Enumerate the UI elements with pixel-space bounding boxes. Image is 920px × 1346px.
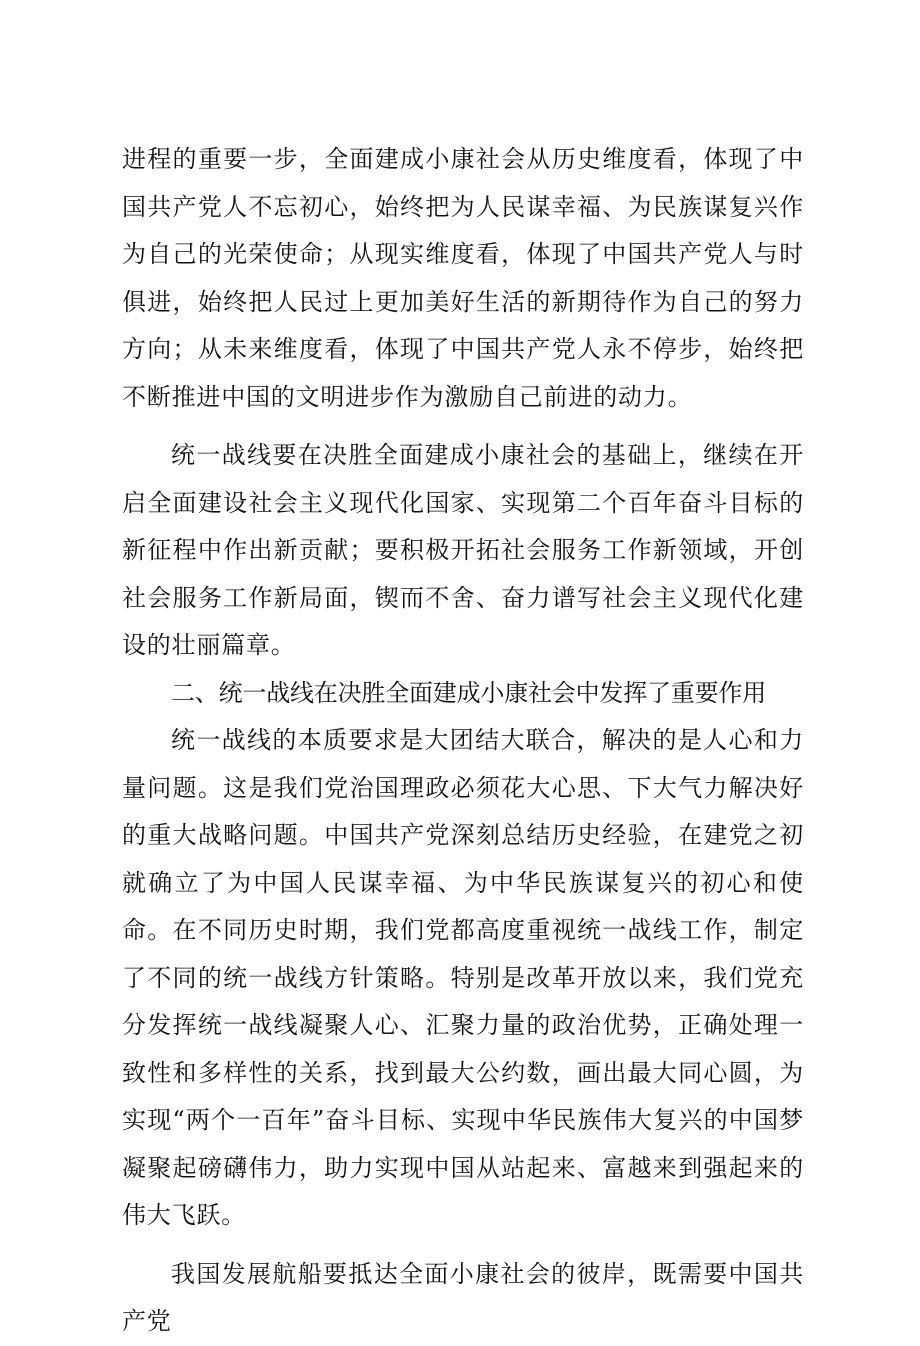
paragraph-united-front-contribution: 统一战线要在决胜全面建成小康社会的基础上，继续在开启全面建设社会主义现代化国家、实现第二个百年奋斗目标的新征程中作出新贡献；要积极开拓社会服务工作新领域，开创社会服务工作新局面，锲而不舍、奋力谱写社会主义现代化建设的壮丽篇章。 [122,441,804,659]
paragraph-continuation: 进程的重要一步，全面建成小康社会从历史维度看，体现了中国共产党人不忘初心，始终把为人民谋幸福、为民族谋复兴作为自己的光荣使命；从现实维度看，体现了中国共产党人与时俱进，始终把人民过上更加美好生活的新期待作为自己的努力方向；从未来维度看，体现了中国共产党人永不停步，始终把不断推进中国的文明进步作为激励自己前进的动力。 [122,145,804,411]
section-heading-2: 二、统一战线在决胜全面建成小康社会中发挥了重要作用 [171,678,766,707]
document-body [122,136,804,1346]
paragraph-united-front-essence: 统一战线的本质要求是大团结大联合，解决的是人心和力量问题。这是我们党治国理政必须花大心思、下大气力解决好的重大战略问题。中国共产党深刻总结历史经验，在建党之初就确立了为中国人民谋幸福、为中华民族谋复兴的初心和使命。在不同历史时期，我们党都高度重视统一战线工作，制定了不同的统一战线方针策略。特别是改革开放以来，我们党充分发挥统一战线凝聚人心、汇聚力量的政治优势，正确处理一致性和多样性的关系，找到最大公约数，画出最大同心圆，为实现“两个一百年”奋斗目标、实现中华民族伟大复兴的中国梦凝聚起磅礴伟力，助力实现中国从站起来、富越来到强起来的伟大飞跃。 [122,726,804,1229]
paragraph-development-ship: 我国发展航船要抵达全面小康社会的彼岸，既需要中国共产党 [122,1259,804,1335]
